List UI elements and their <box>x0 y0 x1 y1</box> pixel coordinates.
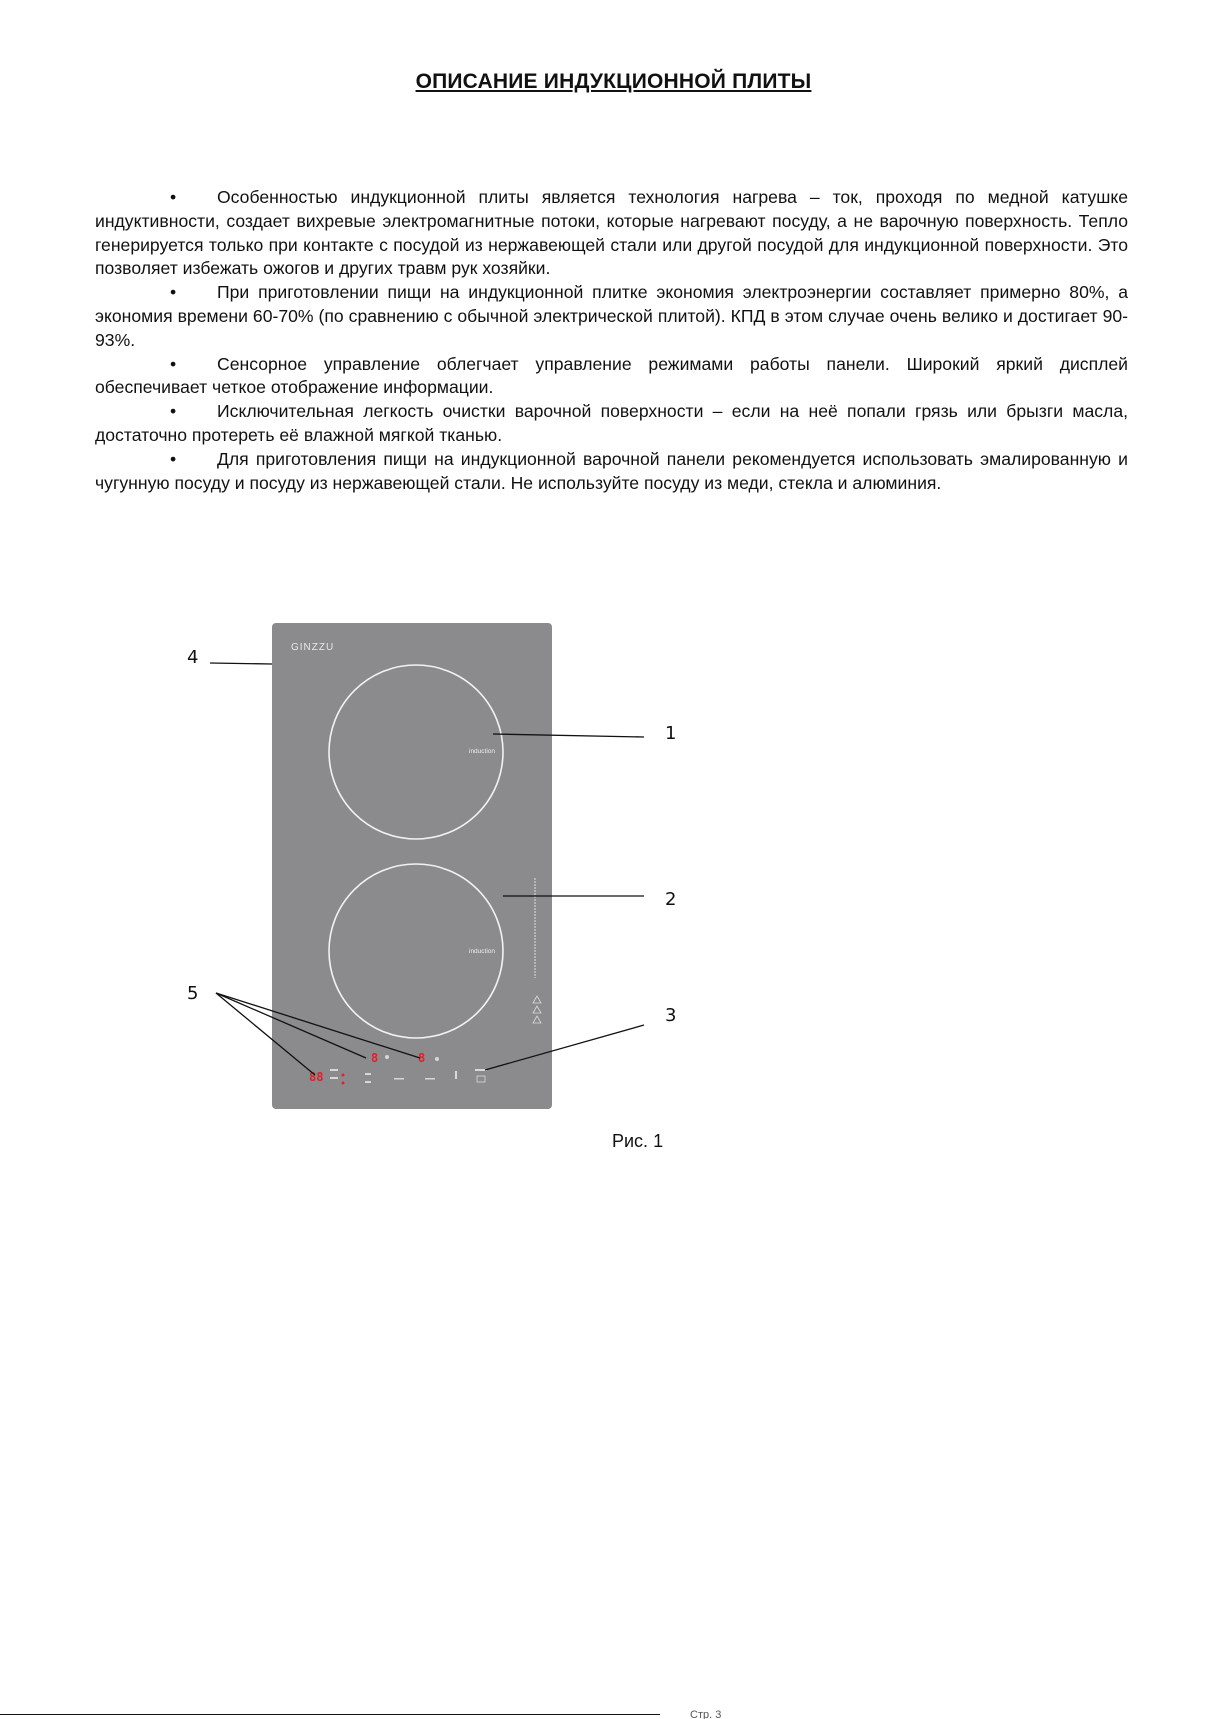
display-zone-2: 8 <box>418 1051 426 1065</box>
bullet-icon: • <box>170 401 177 422</box>
display-timer: 88 <box>309 1070 324 1084</box>
bullet-paragraph-1: • Особенностью индукционной плиты является технология нагрева – ток, проходя по медной катушке индуктивности, создает вихревые электромагнитные потоки, которые нагревают посуду, а не варочную поверхность. Тепло генерируется только при контакте с посудой из нержавеющей стали или другой посудой для индукционной поверхности. Это позволяет избежать ожогов и других травм рук хозяйки. <box>95 187 1128 279</box>
callout-number-4: 4 <box>187 647 199 668</box>
footer-divider <box>0 1714 660 1715</box>
page-number: Стр. 3 <box>690 1709 722 1719</box>
callout-number-3: 3 <box>665 1005 677 1026</box>
bullet-paragraph-4: • Исключительная легкость очистки варочной поверхности – если на неё попали грязь или брызги масла, достаточно протереть её влажной мягкой тканью. <box>95 401 1128 445</box>
bullet-paragraph-5: • Для приготовления пищи на индукционной варочной панели рекомендуется использовать эмалированную и чугунную посуду и посуду из нержавеющей стали. Не используйте посуду из меди, стекла и алюминия. <box>95 448 1128 493</box>
bullet-icon: • <box>170 282 177 303</box>
bullet-icon: • <box>170 448 177 469</box>
display-zone-1: 8 <box>371 1051 379 1065</box>
callout-line-4 <box>210 663 272 664</box>
bullet-paragraph-3: • Сенсорное управление облегчает управление режимами работы панели. Широкий яркий дисплей обеспечивает четкое отображение информации. <box>95 353 1128 398</box>
bullet-icon: • <box>170 187 177 207</box>
callout-number-2: 2 <box>665 889 677 910</box>
zone-1-label: induction <box>469 748 496 755</box>
bullet-icon: • <box>170 353 177 374</box>
callout-number-1: 1 <box>665 723 677 744</box>
bullet-paragraph-2: • При приготовлении пищи на индукционной плитке экономия электроэнергии составляет примерно 80%, а экономия времени 60-70% (по сравнению с обычной электрической плитой). КПД в этом случае очень велико и достигает 90-93%. <box>95 282 1128 350</box>
page-title: ОПИСАНИЕ ИНДУКЦИОННОЙ ПЛИТЫ <box>415 70 812 93</box>
zone-2-label: induction <box>469 948 496 955</box>
brand-logo: GINZZU <box>291 642 335 653</box>
callout-number-5: 5 <box>187 983 199 1004</box>
figure-caption: Рис. 1 <box>612 1131 664 1151</box>
